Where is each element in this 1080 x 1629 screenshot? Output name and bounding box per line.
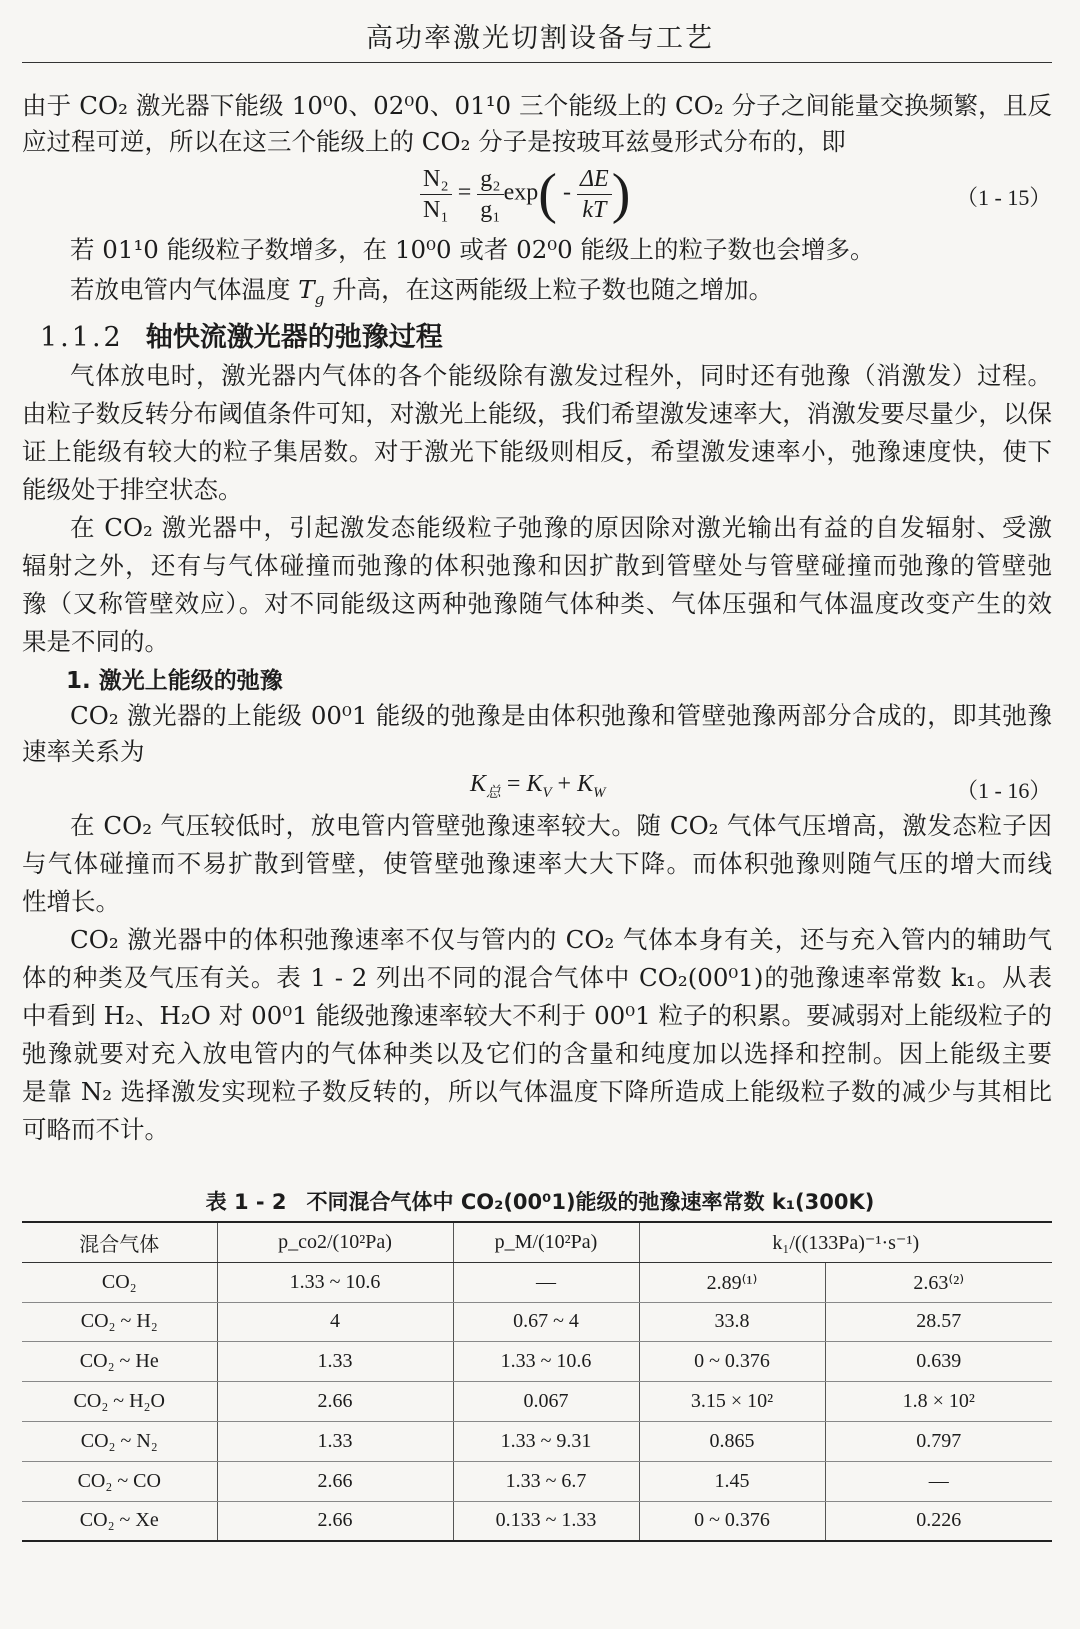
header-rule bbox=[22, 62, 1052, 63]
relaxation-rate-table bbox=[22, 1221, 1052, 1542]
eq-k-w-subscript: W bbox=[593, 784, 606, 801]
section-number: 1.1.2 bbox=[40, 322, 124, 353]
table-cell: CO₂ ~ Xe bbox=[22, 1501, 217, 1541]
table-cell: 1.33 ~ 10.6 bbox=[453, 1342, 639, 1382]
para1-line2: 应过程可逆，所以在这三个能级上的 CO₂ 分子是按玻耳兹曼形式分布的，即 bbox=[22, 127, 846, 156]
table-cell: 0 ~ 0.376 bbox=[639, 1501, 825, 1541]
table-cell: CO₂ bbox=[22, 1262, 217, 1302]
table-cell: CO₂ ~ He bbox=[22, 1342, 217, 1382]
para4-line3: 证上能级有较大的粒子集居数。对于激光下能级则相反，希望激发速率小，弛豫速度快，使下 bbox=[22, 437, 1052, 466]
table-cell: CO₂ ~ CO bbox=[22, 1461, 217, 1501]
eq-numerator: g₂ bbox=[477, 164, 503, 195]
header-p-m: p_M/(10²Pa) bbox=[453, 1222, 639, 1262]
table-row bbox=[22, 1302, 1052, 1342]
eq-minus: - bbox=[562, 179, 571, 206]
table-number: 表 1 - 2 bbox=[205, 1190, 287, 1214]
para7-line3: 性增长。 bbox=[22, 887, 120, 916]
table-cell: 0.639 bbox=[825, 1342, 1052, 1382]
section-title: 轴快流激光器的弛豫过程 bbox=[145, 322, 443, 353]
para8-line2: 体的种类及气压有关。表 1 - 2 列出不同的混合气体中 CO₂(00⁰1)的弛豫速率常数 k₁。从表 bbox=[22, 963, 1052, 992]
table-caption bbox=[0, 1186, 1080, 1216]
eq-k-total: K bbox=[470, 771, 487, 797]
table-cell: CO₂ ~ N₂ bbox=[22, 1421, 217, 1461]
para8-line4: 弛豫就要对充入放电管内的气体种类以及它们的含量和纯度加以选择和控制。因上能级主要 bbox=[22, 1039, 1052, 1068]
table-cell: — bbox=[825, 1461, 1052, 1501]
temperature-symbol: T bbox=[298, 275, 315, 304]
para5-line4: 果是不同的。 bbox=[22, 627, 169, 656]
para4-line4: 能级处于排空状态。 bbox=[22, 475, 243, 504]
table-cell: 1.33 bbox=[217, 1421, 453, 1461]
para5-line3: 豫（又称管壁效应）。对不同能级这两种弛豫随气体种类、气体压强和气体温度改变产生的效 bbox=[22, 589, 1052, 618]
equation-1-16 bbox=[470, 771, 606, 802]
eq-equals: = bbox=[457, 179, 472, 206]
eq-exp: exp bbox=[503, 179, 539, 206]
fraction-de-kt bbox=[577, 164, 612, 225]
eq-denominator: kT bbox=[582, 196, 607, 223]
fraction-n2-n1 bbox=[420, 164, 452, 225]
fraction-g2-g1 bbox=[477, 164, 503, 225]
para8-line3: 中看到 H₂、H₂O 对 00⁰1 能级弛豫速率较大不利于 00⁰1 粒子的积累。要减弱对上能级粒子的 bbox=[22, 1001, 1052, 1030]
eq-k-v: K bbox=[526, 771, 543, 797]
para4-line1: 气体放电时，激光器内气体的各个能级除有激发过程外，同时还有弛豫（消激发）过程。 bbox=[70, 361, 1052, 390]
table-cell: 1.33 bbox=[217, 1342, 453, 1382]
para5-line2: 辐射之外，还有与气体碰撞而弛豫的体积弛豫和因扩散到管壁处与管壁碰撞而弛豫的管壁弛 bbox=[22, 551, 1052, 580]
table-cell: 0.797 bbox=[825, 1421, 1052, 1461]
running-header: 高功率激光切割设备与工艺 bbox=[366, 23, 714, 54]
section-heading bbox=[40, 315, 443, 354]
para8-line1: CO₂ 激光器中的体积弛豫速率不仅与管内的 CO₂ 气体本身有关，还与充入管内的辅助气 bbox=[70, 925, 1052, 954]
equation-1-15 bbox=[420, 162, 630, 226]
right-paren: ) bbox=[611, 163, 631, 225]
equation-number-1-16: （1 - 16） bbox=[956, 778, 1052, 803]
table-cell: 1.45 bbox=[639, 1461, 825, 1501]
para4-line2: 由粒子数反转分布阈值条件可知，对激光上能级，我们希望激发速率大，消激发要尽量少，以保 bbox=[22, 399, 1052, 428]
eq-k-v-subscript: V bbox=[542, 784, 552, 801]
eq-denominator: N₁ bbox=[423, 196, 449, 223]
table-cell: 2.66 bbox=[217, 1382, 453, 1422]
table-cell: 2.66 bbox=[217, 1501, 453, 1541]
table-row bbox=[22, 1501, 1052, 1541]
eq-denominator: g₁ bbox=[480, 196, 501, 223]
para6-line1: CO₂ 激光器的上能级 00⁰1 能级的弛豫是由体积弛豫和管壁弛豫两部分合成的，即其弛豫 bbox=[70, 701, 1052, 730]
table-cell: 0 ~ 0.376 bbox=[639, 1342, 825, 1382]
eq-k-w: K bbox=[577, 771, 594, 797]
table-cell: 2.66 bbox=[217, 1461, 453, 1501]
para7-line2: 与气体碰撞而不易扩散到管壁，使管壁弛豫速率大大下降。而体积弛豫则随气压的增大而线 bbox=[22, 849, 1052, 878]
table-cell: 2.63⁽²⁾ bbox=[825, 1262, 1052, 1302]
header-mixed-gas: 混合气体 bbox=[22, 1222, 217, 1262]
eq-equals: = bbox=[500, 771, 527, 797]
eq-plus: + bbox=[551, 771, 578, 797]
table-cell: 28.57 bbox=[825, 1302, 1052, 1342]
table-row bbox=[22, 1421, 1052, 1461]
table-cell: 2.89⁽¹⁾ bbox=[639, 1262, 825, 1302]
para2-line1: 若 01¹0 能级粒子数增多，在 10⁰0 或者 02⁰0 能级上的粒子数也会增多。 bbox=[70, 235, 875, 264]
table-row bbox=[22, 1461, 1052, 1501]
table-cell: 1.33 ~ 10.6 bbox=[217, 1262, 453, 1302]
para3-line1 bbox=[70, 272, 1052, 317]
table-header-row bbox=[22, 1222, 1052, 1262]
para3-pre: 若放电管内气体温度 bbox=[70, 275, 299, 304]
table-cell: 33.8 bbox=[639, 1302, 825, 1342]
table-cell: 4 bbox=[217, 1302, 453, 1342]
left-paren: ( bbox=[538, 163, 557, 225]
eq-k-total-subscript: 总 bbox=[486, 784, 501, 801]
eq-numerator: ΔE bbox=[577, 164, 612, 195]
table-cell: 0.67 ~ 4 bbox=[453, 1302, 639, 1342]
table-cell: 1.8 × 10² bbox=[825, 1382, 1052, 1422]
para8-line5: 是靠 N₂ 选择激发实现粒子数反转的，所以气体温度下降所造成上能级粒子数的减少与其相比 bbox=[22, 1077, 1052, 1106]
table-title: 不同混合气体中 CO₂(00⁰1)能级的弛豫速率常数 k₁(300K) bbox=[306, 1190, 875, 1214]
table-cell: 0.226 bbox=[825, 1501, 1052, 1541]
table-cell: CO₂ ~ H₂ bbox=[22, 1302, 217, 1342]
temperature-subscript: g bbox=[314, 289, 325, 308]
table-row bbox=[22, 1342, 1052, 1382]
table-cell: 0.865 bbox=[639, 1421, 825, 1461]
para6-line2: 速率关系为 bbox=[22, 737, 145, 766]
table-row bbox=[22, 1262, 1052, 1302]
table-cell: 1.33 ~ 9.31 bbox=[453, 1421, 639, 1461]
table-cell: 3.15 × 10² bbox=[639, 1382, 825, 1422]
equation-number-1-15: （1 - 15） bbox=[956, 185, 1052, 210]
header-k1: k₁/((133Pa)⁻¹·s⁻¹) bbox=[639, 1222, 1052, 1262]
eq-numerator: N₂ bbox=[420, 164, 452, 195]
header-p-co2: p_co2/(10²Pa) bbox=[217, 1222, 453, 1262]
table-cell: 1.33 ~ 6.7 bbox=[453, 1461, 639, 1501]
table-cell: — bbox=[453, 1262, 639, 1302]
subsection-heading: 1. 激光上能级的弛豫 bbox=[66, 668, 283, 694]
para7-line1: 在 CO₂ 气压较低时，放电管内管壁弛豫速率较大。随 CO₂ 气体气压增高，激发态粒子因 bbox=[70, 811, 1052, 840]
table-cell: 0.133 ~ 1.33 bbox=[453, 1501, 639, 1541]
table-cell: CO₂ ~ H₂O bbox=[22, 1382, 217, 1422]
para5-line1: 在 CO₂ 激光器中，引起激发态能级粒子弛豫的原因除对激光输出有益的自发辐射、受激 bbox=[70, 513, 1052, 542]
para8-line6: 可略而不计。 bbox=[22, 1115, 169, 1144]
table-row bbox=[22, 1382, 1052, 1422]
para3-post: 升高，在这两能级上粒子数也随之增加。 bbox=[324, 275, 774, 304]
para1-line1: 由于 CO₂ 激光器下能级 10⁰0、02⁰0、01¹0 三个能级上的 CO₂ 分子之间能量交换频繁，且反 bbox=[22, 91, 1052, 120]
table-cell: 0.067 bbox=[453, 1382, 639, 1422]
